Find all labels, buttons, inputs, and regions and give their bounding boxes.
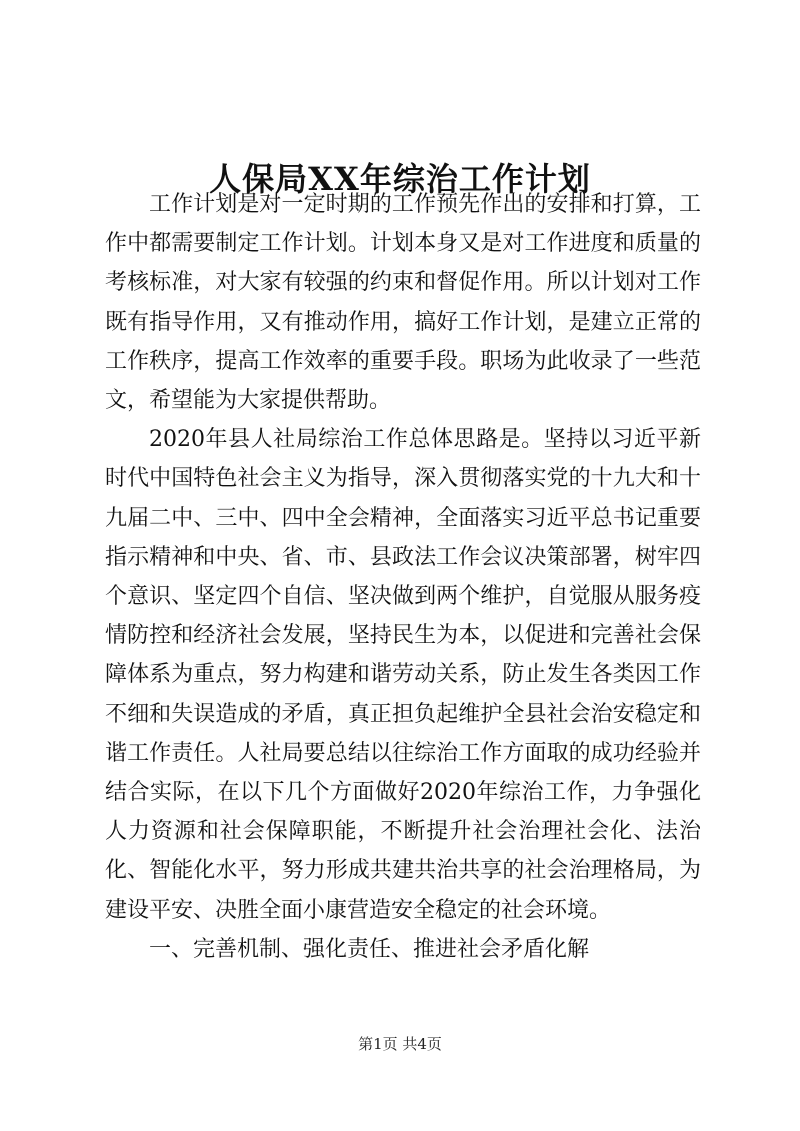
section-heading: 一、完善机制、强化责任、推进社会矛盾化解: [149, 936, 590, 962]
document-body: [105, 185, 701, 969]
page-footer: 第1页 共4页: [358, 1035, 442, 1053]
overview-paragraph: 2020年县人社局综治工作总体思路是。坚持以习近平新时代中国特色社会主义为指导，深入贯彻落实党的十九大和十九届二中、三中、四中全会精神，全面落实习近平总书记重要指示精神和中央、省、市、县政法工作会议决策部署，树牢四个意识、坚定四个自信、坚决做到两个维护，自觉服从服务疫情防控和经济社会发展，坚持民生为本，以促进和完善社会保障体系为重点，努力构建和谐劳动关系，防止发生各类因工作不细和失误造成的矛盾，真正担负起维护全县社会治安稳定和谐工作责任。人社局要总结以往综治工作方面取的成功经验并结合实际，在以下几个方面做好2020年综治工作，力争强化人力资源和社会保障职能，不断提升社会治理社会化、法治化、智能化水平，努力形成共建共治共享的社会治理格局，为建设平安、决胜全面小康营造安全稳定的社会环境。: [105, 427, 701, 923]
intro-paragraph: 工作计划是对一定时期的工作预先作出的安排和打算，工作中都需要制定工作计划。计划本身又是对工作进度和质量的考核标准，对大家有较强的约束和督促作用。所以计划对工作既有指导作用，又有推动作用，搞好工作计划，是建立正常的工作秩序，提高工作效率的重要手段。职场为此收录了一些范文，希望能为大家提供帮助。: [105, 192, 701, 414]
document-title: 人保局XX年综治工作计划: [209, 160, 591, 199]
